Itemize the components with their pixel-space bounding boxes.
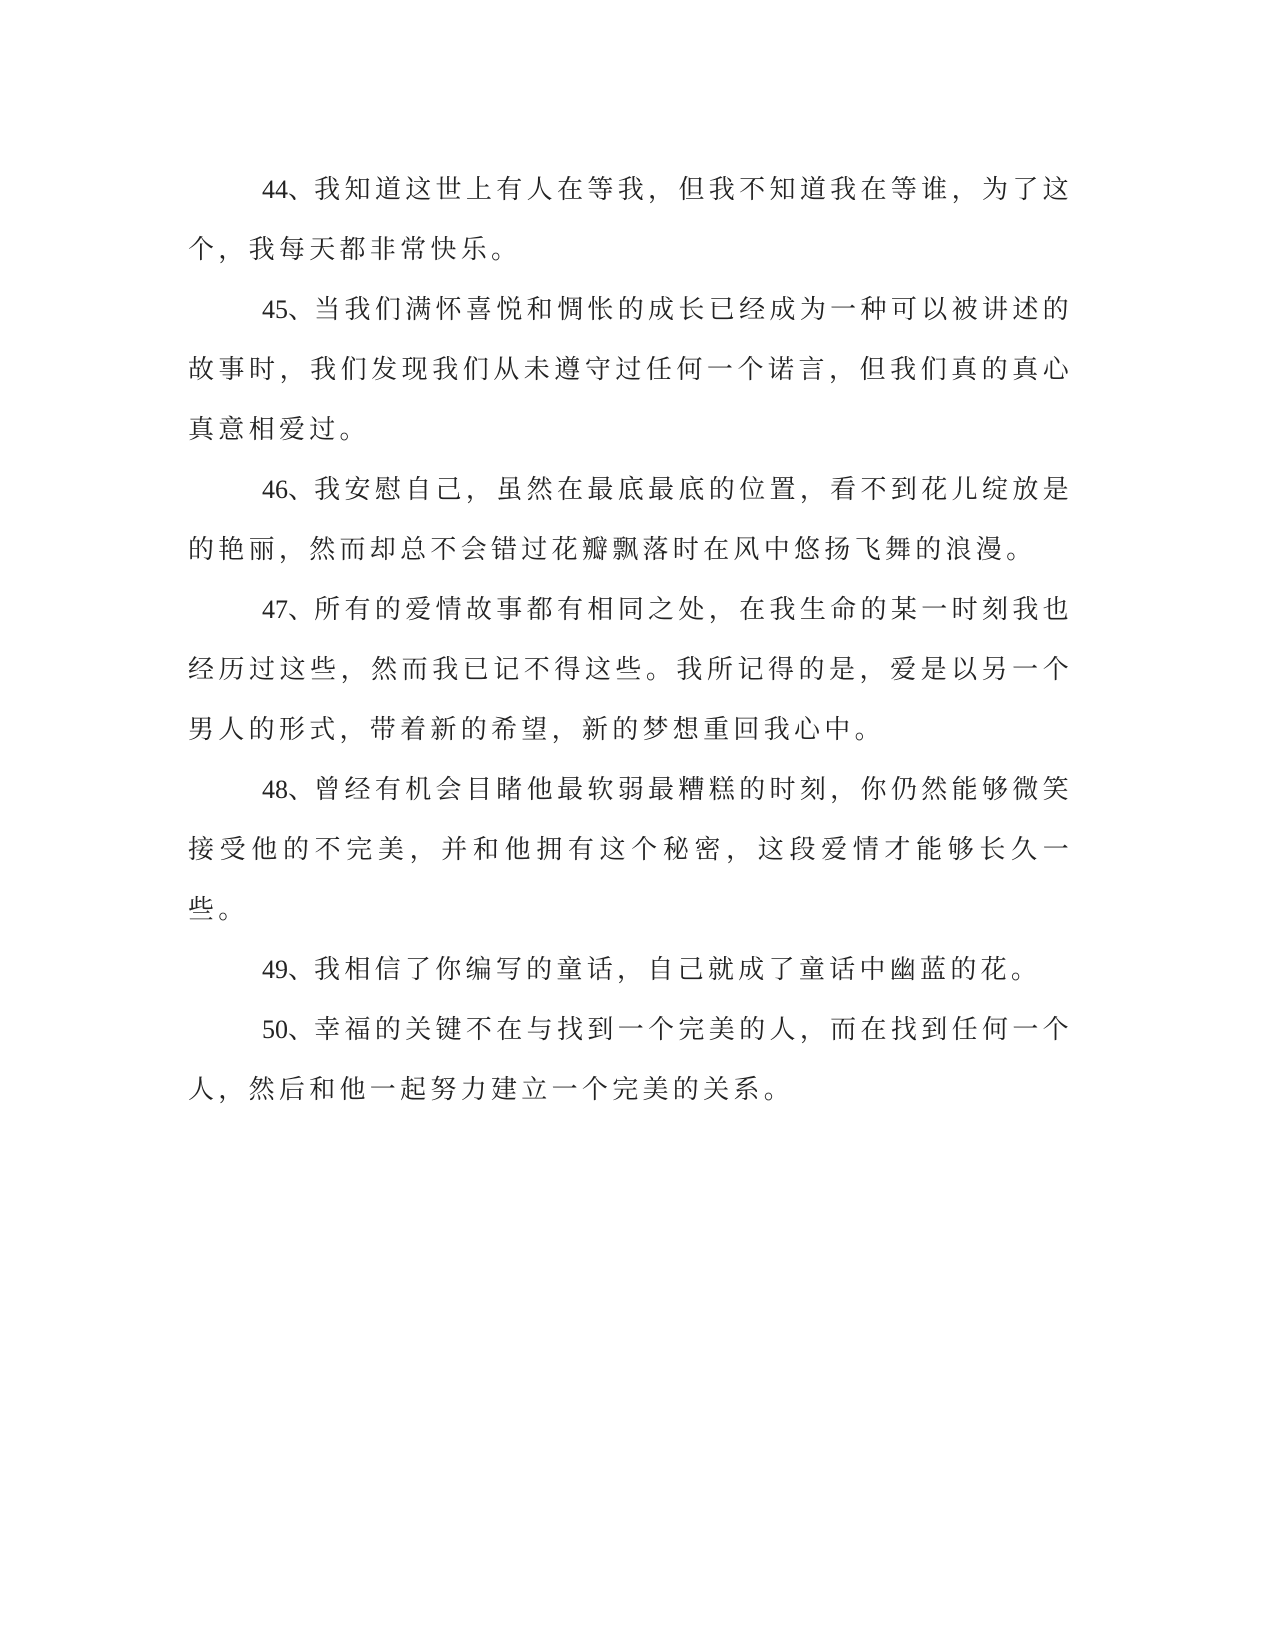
entry-47 — [188, 580, 1073, 760]
entry-45 — [188, 280, 1073, 460]
entry-49 — [188, 940, 1073, 1000]
entry-number: 47、 — [262, 595, 315, 624]
entry-number: 50、 — [262, 1015, 315, 1044]
entry-number: 46、 — [262, 475, 315, 504]
entry-number: 45、 — [262, 295, 315, 324]
entry-50 — [188, 1000, 1073, 1120]
entry-text: 当我们满怀喜悦和惆怅的成长已经成为一种可以被讲述的故事时，我们发现我们从未遵守过任何一个诺言，但我们真的真心真意相爱过。 — [188, 295, 1073, 445]
entry-text: 曾经有机会目睹他最软弱最糟糕的时刻，你仍然能够微笑接受他的不完美，并和他拥有这个秘密，这段爱情才能够长久一些。 — [188, 775, 1073, 925]
entry-text: 我安慰自己，虽然在最底最底的位置，看不到花儿绽放是的艳丽，然而却总不会错过花瓣飘落时在风中悠扬飞舞的浪漫。 — [188, 475, 1073, 565]
entry-text: 所有的爱情故事都有相同之处，在我生命的某一时刻我也经历过这些，然而我已记不得这些。我所记得的是，爱是以另一个男人的形式，带着新的希望，新的梦想重回我心中。 — [188, 595, 1073, 745]
entry-text: 幸福的关键不在与找到一个完美的人，而在找到任何一个人，然后和他一起努力建立一个完美的关系。 — [188, 1015, 1073, 1105]
entry-number: 48、 — [262, 775, 315, 804]
entry-number: 49、 — [262, 955, 315, 984]
entry-48 — [188, 760, 1073, 940]
entry-text: 我相信了你编写的童话，自己就成了童话中幽蓝的花。 — [314, 955, 1042, 985]
entry-46 — [188, 460, 1073, 580]
entry-44 — [188, 160, 1073, 280]
entry-text: 我知道这世上有人在等我，但我不知道我在等谁，为了这个，我每天都非常快乐。 — [188, 175, 1073, 265]
entry-number: 44、 — [262, 175, 315, 204]
document-body — [188, 160, 1073, 1120]
